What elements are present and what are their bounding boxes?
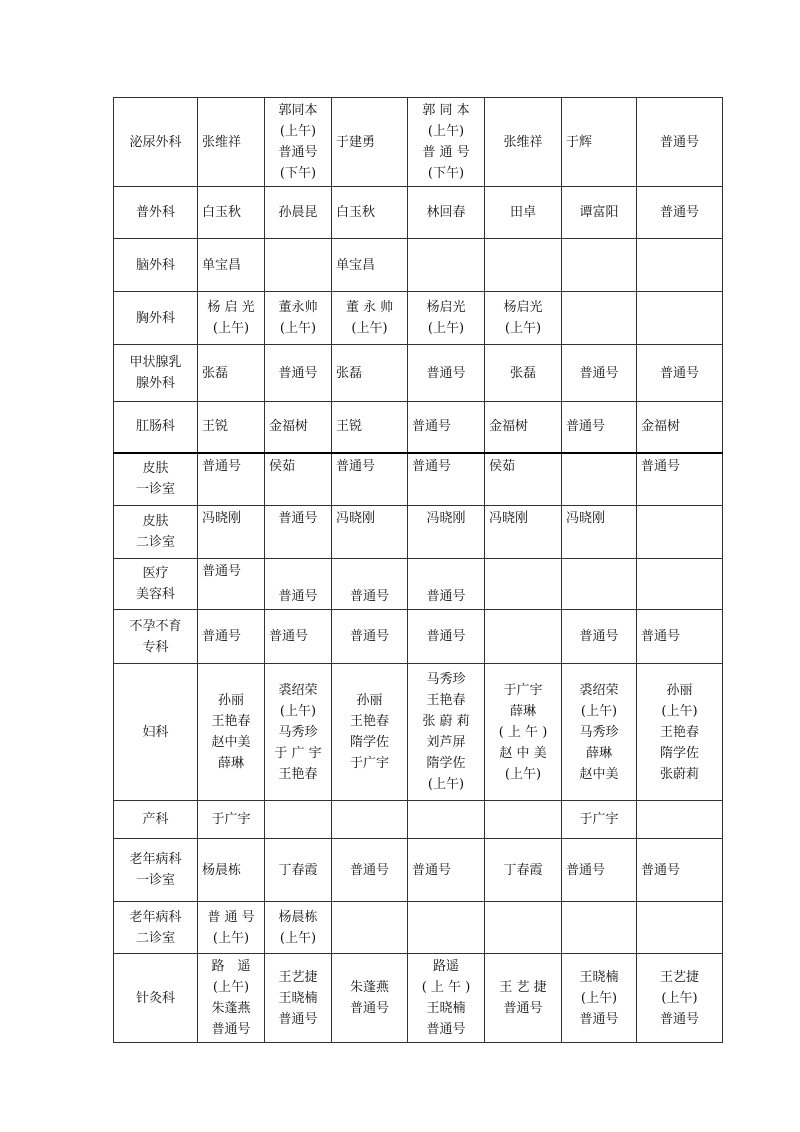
row-anorectal [114, 402, 723, 453]
department-name [114, 187, 198, 239]
day-1-cell [198, 801, 265, 839]
row-thoracic-surgery [114, 292, 723, 345]
doctor-entry: 冯晓刚 [202, 511, 242, 526]
day-4-cell [408, 187, 485, 239]
day-6-cell [562, 559, 637, 610]
day-4-cell [408, 239, 485, 292]
day-4-cell [408, 664, 485, 801]
doctor-entry: 丁春霞 [278, 862, 318, 878]
day-4-cell [408, 801, 485, 839]
department-name [114, 453, 198, 506]
doctor-entry: 朱蓬燕 [349, 980, 389, 995]
doctor-entry: 于广宇 [349, 756, 389, 771]
day-5-cell [485, 453, 562, 506]
doctor-entry: 张维祥 [202, 134, 242, 150]
doctor-entry: 张 蔚 莉 [422, 714, 470, 729]
doctor-entry: 王艳春 [659, 724, 699, 740]
doctor-entry: 路 遥 [211, 959, 251, 974]
day-3-cell [332, 239, 408, 292]
doctor-entry: 金福树 [489, 419, 529, 435]
doctor-entry: 路遥 [432, 959, 459, 974]
day-1-cell [198, 954, 265, 1043]
day-5-cell [485, 559, 562, 610]
day-2-cell [265, 98, 332, 187]
doctor-entry: 马秀珍 [278, 724, 318, 740]
day-3-cell [332, 98, 408, 187]
day-3-cell [332, 187, 408, 239]
day-2-cell [265, 954, 332, 1043]
day-4-cell [408, 292, 485, 345]
doctor-entry: 王艳春 [211, 714, 251, 729]
department-name [114, 839, 198, 902]
doctor-entry: (上午) [427, 321, 465, 336]
department-line: 脑外科 [135, 257, 175, 273]
row-obstetrics [114, 801, 723, 839]
department-name [114, 292, 198, 345]
day-5-cell [485, 902, 562, 954]
doctor-entry: 普通号 [579, 365, 619, 381]
day-1-cell [198, 345, 265, 402]
day-2-cell [265, 187, 332, 239]
doctor-entry: 普通号 [202, 564, 242, 579]
doctor-entry: 单宝昌 [202, 257, 242, 273]
day-5-cell [485, 345, 562, 402]
day-6-cell [562, 506, 637, 559]
day-2-cell [265, 506, 332, 559]
doctor-entry: 王 艺 捷 [499, 980, 547, 995]
doctor-entry: 普通号 [659, 365, 699, 381]
department-name [114, 559, 198, 610]
doctor-entry: 普通号 [278, 589, 318, 604]
doctor-entry: 普通号 [278, 1011, 318, 1027]
department-name [114, 98, 198, 187]
doctor-entry: (上午) [504, 766, 542, 782]
day-2-cell [265, 239, 332, 292]
day-2-cell [265, 839, 332, 902]
doctor-entry: 普通号 [641, 629, 681, 644]
doctor-entry: 王锐 [336, 419, 363, 435]
department-line: 皮肤 [142, 514, 169, 529]
doctor-entry: (下午) [427, 166, 465, 181]
day-2-cell [265, 902, 332, 954]
department-line: 腺外科 [135, 376, 175, 391]
doctor-entry: (上午) [279, 930, 317, 946]
day-7-cell [637, 839, 723, 902]
day-4-cell [408, 954, 485, 1043]
day-7-cell [637, 954, 723, 1043]
department-line: 老年病科 [129, 852, 182, 867]
doctor-entry: 普通号 [426, 365, 466, 381]
day-1-cell [198, 292, 265, 345]
doctor-entry: 孙丽 [666, 682, 693, 698]
day-7-cell [637, 559, 723, 610]
day-4-cell [408, 453, 485, 506]
day-1-cell [198, 187, 265, 239]
doctor-entry: 张磊 [202, 365, 229, 381]
day-7-cell [637, 902, 723, 954]
day-6-cell [562, 801, 637, 839]
day-6-cell [562, 902, 637, 954]
day-5-cell [485, 839, 562, 902]
doctor-entry: 普通号 [349, 1001, 389, 1016]
doctor-entry: 普 通 号 [422, 145, 470, 160]
doctor-entry: 普通号 [579, 629, 619, 644]
doctor-entry: 普通号 [278, 511, 318, 526]
department-name [114, 506, 198, 559]
department-line: 专科 [142, 639, 169, 655]
doctor-entry: 赵中美 [211, 735, 251, 750]
doctor-entry: 王晓楠 [579, 969, 619, 985]
department-line: 美容科 [135, 587, 175, 602]
doctor-entry: 裘绍荣 [278, 682, 318, 698]
doctor-entry: 普通号 [412, 458, 452, 474]
day-6-cell [562, 292, 637, 345]
doctor-entry: 丁春霞 [503, 862, 543, 878]
day-5-cell [485, 506, 562, 559]
day-6-cell [562, 239, 637, 292]
doctor-entry: 林回春 [426, 205, 466, 220]
day-3-cell [332, 902, 408, 954]
day-5-cell [485, 610, 562, 664]
department-name [114, 402, 198, 453]
day-7-cell [637, 292, 723, 345]
day-5-cell [485, 98, 562, 187]
day-4-cell [408, 902, 485, 954]
doctor-entry: 冯晓刚 [336, 511, 376, 526]
doctor-entry: 田卓 [509, 205, 536, 220]
row-dermatology-2 [114, 506, 723, 559]
row-neurosurgery [114, 239, 723, 292]
doctor-entry: 普通号 [659, 1011, 699, 1027]
day-5-cell [485, 402, 562, 453]
day-3-cell [332, 506, 408, 559]
day-4-cell [408, 98, 485, 187]
doctor-entry: 于广宇 [211, 812, 251, 827]
day-6-cell [562, 187, 637, 239]
day-1-cell [198, 902, 265, 954]
doctor-entry: 普通号 [349, 629, 389, 644]
doctor-entry: (上午) [212, 930, 250, 946]
department-name [114, 801, 198, 839]
department-name [114, 345, 198, 402]
day-7-cell [637, 453, 723, 506]
department-line: 泌尿外科 [129, 134, 182, 150]
department-line: 不孕不育 [129, 618, 182, 634]
doctor-entry: 王艳春 [426, 693, 466, 708]
doctor-entry: 王锐 [202, 419, 229, 435]
department-line: 二诊室 [135, 535, 175, 550]
day-5-cell [485, 239, 562, 292]
doctor-entry: (下午) [279, 166, 317, 181]
day-1-cell [198, 610, 265, 664]
doctor-entry: ( 上 午 ) [498, 724, 548, 740]
doctor-entry: 白玉秋 [202, 205, 242, 220]
day-3-cell [332, 954, 408, 1043]
day-6-cell [562, 402, 637, 453]
day-4-cell [408, 402, 485, 453]
day-2-cell [265, 664, 332, 801]
day-3-cell [332, 345, 408, 402]
day-4-cell [408, 345, 485, 402]
day-4-cell [408, 506, 485, 559]
department-line: 针灸科 [135, 990, 175, 1006]
department-name [114, 902, 198, 954]
day-6-cell [562, 453, 637, 506]
doctor-entry: 张蔚莉 [659, 766, 699, 782]
day-4-cell [408, 839, 485, 902]
doctor-entry: 隋学佐 [659, 745, 699, 761]
department-line: 老年病科 [129, 909, 182, 925]
day-1-cell [198, 839, 265, 902]
doctor-entry: 冯晓刚 [426, 511, 466, 526]
doctor-entry: 张磊 [336, 365, 363, 381]
day-5-cell [485, 954, 562, 1043]
doctor-entry: 王艳春 [278, 766, 318, 782]
doctor-entry: 裘绍荣 [579, 682, 619, 698]
day-2-cell [265, 801, 332, 839]
doctor-entry: 赵 中 美 [499, 745, 547, 761]
doctor-entry: 冯晓刚 [566, 511, 606, 526]
doctor-entry: 郭同本 [278, 103, 318, 118]
doctor-entry: 白玉秋 [336, 205, 376, 220]
day-6-cell [562, 954, 637, 1043]
doctor-entry: 于广宇 [503, 682, 543, 698]
doctor-entry: 普通号 [641, 862, 681, 878]
row-general-surgery [114, 187, 723, 239]
doctor-entry: 孙丽 [217, 693, 244, 708]
department-line: 胸外科 [135, 310, 175, 326]
day-2-cell [265, 402, 332, 453]
row-gynecology [114, 664, 723, 801]
doctor-entry: 王艺捷 [278, 969, 318, 985]
day-3-cell [332, 610, 408, 664]
day-7-cell [637, 345, 723, 402]
doctor-entry: 单宝昌 [336, 257, 376, 273]
doctor-entry: 普通号 [202, 629, 242, 644]
doctor-entry: 杨启光 [503, 300, 543, 315]
doctor-entry: 普通号 [412, 862, 452, 878]
day-2-cell [265, 292, 332, 345]
day-7-cell [637, 506, 723, 559]
day-6-cell [562, 664, 637, 801]
day-3-cell [332, 664, 408, 801]
row-urology [114, 98, 723, 187]
department-line: 妇科 [142, 724, 169, 740]
day-4-cell [408, 559, 485, 610]
row-thyroid-breast-surgery [114, 345, 723, 402]
day-1-cell [198, 239, 265, 292]
schedule-table [113, 97, 723, 1043]
doctor-entry: 普通号 [426, 1022, 466, 1037]
row-infertility [114, 610, 723, 664]
department-line: 甲状腺乳 [129, 355, 182, 370]
doctor-entry: 孙晨昆 [278, 205, 318, 220]
doctor-entry: 普通号 [503, 1001, 543, 1016]
department-line: 肛肠科 [135, 419, 175, 435]
doctor-entry: 冯晓刚 [489, 511, 529, 526]
department-line: 一诊室 [135, 873, 175, 888]
doctor-entry: 薛琳 [217, 756, 244, 771]
doctor-entry: 马秀珍 [426, 672, 466, 687]
department-line: 普外科 [135, 205, 175, 220]
day-3-cell [332, 559, 408, 610]
doctor-entry: 普通号 [426, 589, 466, 604]
doctor-entry: (上午) [279, 124, 317, 139]
doctor-entry: 普通号 [349, 589, 389, 604]
day-7-cell [637, 664, 723, 801]
doctor-entry: 普通号 [278, 145, 318, 160]
doctor-entry: 王艺捷 [659, 969, 699, 985]
doctor-entry: 孙丽 [356, 693, 383, 708]
row-medical-cosmetology [114, 559, 723, 610]
doctor-entry: (上午) [661, 990, 698, 1006]
doctor-entry: 赵中美 [579, 766, 619, 782]
doctor-entry: 普通号 [659, 205, 699, 220]
day-1-cell [198, 559, 265, 610]
doctor-entry: 于广宇 [579, 812, 619, 827]
doctor-entry: 金福树 [269, 419, 309, 435]
doctor-entry: 金福树 [641, 419, 681, 435]
department-line: 皮肤 [142, 461, 169, 477]
doctor-entry: (上午) [661, 703, 698, 719]
doctor-entry: 普通号 [202, 458, 242, 474]
department-name [114, 954, 198, 1043]
day-1-cell [198, 453, 265, 506]
doctor-entry: 张维祥 [503, 134, 543, 150]
doctor-entry: (上午) [279, 703, 317, 719]
doctor-entry: 普通号 [278, 365, 318, 381]
day-6-cell [562, 610, 637, 664]
day-7-cell [637, 402, 723, 453]
doctor-entry: 王艳春 [349, 714, 389, 729]
department-name [114, 664, 198, 801]
doctor-entry: 薛琳 [585, 745, 612, 761]
doctor-entry: 郭 同 本 [422, 103, 470, 118]
day-1-cell [198, 98, 265, 187]
doctor-entry: 杨启光 [426, 300, 466, 315]
day-2-cell [265, 453, 332, 506]
doctor-entry: 杨晨栋 [202, 862, 242, 878]
row-geriatrics-2 [114, 902, 723, 954]
doctor-entry: 普通号 [412, 419, 452, 435]
day-3-cell [332, 801, 408, 839]
doctor-entry: 于建勇 [336, 134, 376, 150]
doctor-entry: 刘芦屏 [426, 735, 466, 750]
day-6-cell [562, 345, 637, 402]
doctor-entry: 侯茹 [269, 458, 296, 474]
doctor-entry: 隋学佐 [349, 735, 389, 750]
department-line: 产科 [142, 812, 169, 827]
row-dermatology-1 [114, 453, 723, 506]
doctor-entry: 董永帅 [278, 300, 318, 315]
row-acupuncture [114, 954, 723, 1043]
day-7-cell [637, 239, 723, 292]
day-6-cell [562, 839, 637, 902]
department-line: 一诊室 [135, 482, 175, 498]
doctor-entry: 普通号 [641, 458, 681, 474]
department-name [114, 239, 198, 292]
doctor-entry: 普通号 [566, 862, 606, 878]
doctor-entry: 普通号 [426, 629, 466, 644]
day-1-cell [198, 506, 265, 559]
doctor-entry: 于 广 宇 [274, 745, 322, 761]
doctor-entry: 普通号 [336, 458, 376, 474]
day-2-cell [265, 610, 332, 664]
doctor-entry: (上午) [351, 321, 388, 336]
day-7-cell [637, 187, 723, 239]
doctor-entry: 普通号 [579, 1011, 619, 1027]
day-7-cell [637, 610, 723, 664]
doctor-entry: 隋学佐 [426, 756, 466, 771]
day-2-cell [265, 345, 332, 402]
doctor-entry: 薛琳 [509, 703, 536, 719]
day-3-cell [332, 402, 408, 453]
day-1-cell [198, 664, 265, 801]
row-geriatrics-1 [114, 839, 723, 902]
day-7-cell [637, 98, 723, 187]
doctor-entry: (上午) [212, 980, 250, 995]
doctor-entry: 王晓楠 [278, 990, 318, 1006]
department-line: 医疗 [142, 566, 169, 581]
doctor-entry: 普通号 [349, 862, 389, 878]
day-5-cell [485, 801, 562, 839]
day-2-cell [265, 559, 332, 610]
day-7-cell [637, 801, 723, 839]
day-5-cell [485, 664, 562, 801]
day-5-cell [485, 292, 562, 345]
doctor-entry: (上午) [427, 124, 465, 139]
doctor-entry: 于辉 [566, 134, 593, 150]
day-4-cell [408, 610, 485, 664]
doctor-entry: (上午) [212, 321, 250, 336]
day-3-cell [332, 839, 408, 902]
doctor-entry: 张磊 [509, 365, 536, 381]
doctor-entry: 马秀珍 [579, 724, 619, 740]
doctor-entry: 王晓楠 [426, 1001, 466, 1016]
day-5-cell [485, 187, 562, 239]
day-6-cell [562, 98, 637, 187]
doctor-entry: 朱蓬燕 [211, 1001, 251, 1016]
doctor-entry: ( 上 午 ) [421, 980, 471, 995]
department-line: 二诊室 [135, 930, 175, 946]
doctor-entry: (上午) [580, 703, 618, 719]
doctor-entry: 杨 启 光 [207, 300, 255, 315]
doctor-entry: 谭富阳 [579, 205, 619, 220]
day-3-cell [332, 292, 408, 345]
department-name [114, 610, 198, 664]
doctor-entry: 普 通 号 [207, 909, 255, 925]
doctor-entry: (上午) [427, 777, 465, 792]
doctor-entry: 普通号 [211, 1022, 251, 1037]
doctor-entry: (上午) [580, 990, 618, 1006]
day-3-cell [332, 453, 408, 506]
doctor-entry: 杨晨栋 [278, 909, 318, 925]
doctor-entry: 董 永 帅 [345, 300, 394, 315]
doctor-entry: 普通号 [566, 419, 606, 435]
doctor-entry: (上午) [504, 321, 542, 336]
doctor-entry: (上午) [279, 321, 317, 336]
doctor-entry: 侯茹 [489, 458, 516, 474]
doctor-entry: 普通号 [269, 629, 309, 644]
day-1-cell [198, 402, 265, 453]
doctor-entry: 普通号 [659, 134, 699, 150]
